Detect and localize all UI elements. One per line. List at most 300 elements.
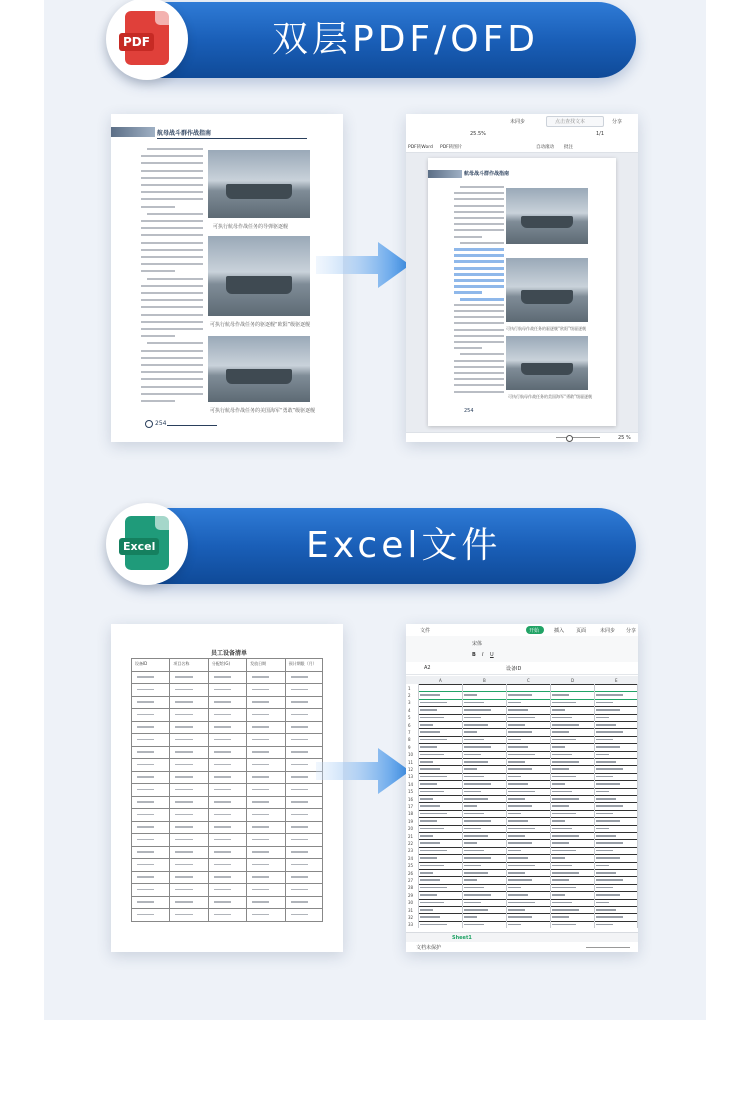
grid-cell-content (464, 717, 481, 719)
table-cell-content (252, 676, 269, 678)
row-number[interactable]: 30 (408, 900, 414, 906)
text-line (454, 378, 504, 380)
grid-cell-content (596, 761, 616, 763)
grid-row-line (418, 795, 638, 796)
table-cell-content (291, 814, 308, 816)
grid-cell-content (508, 924, 521, 926)
sheet-tab-sheet1[interactable]: Sheet1 (452, 935, 472, 941)
text-line (454, 205, 504, 207)
viewer-header-strip (428, 170, 462, 178)
grid-row-line (418, 810, 638, 811)
excel-file-label: Excel (119, 538, 159, 555)
grid-row-line (418, 825, 638, 826)
grid-cell-content (596, 813, 613, 815)
text-line (454, 260, 504, 263)
grid-cell-content (508, 865, 535, 867)
table-cell-content (291, 714, 308, 716)
table-col-line (208, 658, 209, 921)
grid-cell-content (420, 857, 437, 859)
grid-cell-content (508, 805, 532, 807)
grid-cell-content (552, 724, 579, 726)
table-cell-content (291, 826, 308, 828)
ship-photo-3 (208, 336, 310, 402)
grid-cell-content (464, 850, 484, 852)
table-cell-content (252, 826, 269, 828)
arrow-right-icon (316, 240, 412, 290)
table-cell-content (252, 801, 269, 803)
table-cell-content (252, 739, 269, 741)
grid-cell-content (596, 798, 616, 800)
table-cell-content (214, 889, 231, 891)
row-number[interactable]: 19 (408, 818, 414, 824)
sync-status[interactable]: 未同步 (510, 119, 526, 125)
grid-cell-content (464, 902, 481, 904)
grid-cell-content (508, 887, 521, 889)
row-number[interactable]: 9 (408, 744, 411, 750)
viewer-caption-3: 可执行航母作战任务的美国海军“勇敢”级驱逐舰 (508, 394, 593, 399)
grid-cell-content (596, 702, 613, 704)
row-number[interactable]: 33 (408, 922, 414, 928)
viewer-menu-bar (406, 114, 638, 129)
table-cell-content (252, 701, 269, 703)
text-line (454, 254, 504, 257)
text-line (454, 285, 504, 288)
grid-cell-content (464, 865, 481, 867)
table-cell-content (252, 789, 269, 791)
row-number[interactable]: 11 (408, 759, 414, 765)
pdf-to-word-button[interactable]: PDF转Word (408, 145, 433, 150)
zoom-slider[interactable] (556, 437, 600, 438)
row-number[interactable]: 2 (408, 692, 411, 698)
row-number[interactable]: 23 (408, 848, 414, 854)
table-cell-content (291, 764, 308, 766)
excel-file-icon (125, 516, 169, 570)
row-number[interactable]: 25 (408, 863, 414, 869)
grid-cell-content (552, 702, 576, 704)
grid-row-line (418, 869, 638, 870)
grid-cell-content (508, 776, 521, 778)
spreadsheet-window (406, 624, 638, 952)
table-cell-content (291, 876, 308, 878)
table-cell-content (291, 889, 308, 891)
grid-cell-content (464, 724, 488, 726)
row-number[interactable]: 3 (408, 700, 411, 706)
text-line (454, 291, 482, 294)
row-number[interactable]: 17 (408, 803, 414, 809)
spreadsheet-ribbon (406, 636, 638, 663)
menu-file[interactable]: 文件 (420, 628, 431, 634)
table-cell-content (252, 876, 269, 878)
grid-cell-content (464, 835, 488, 837)
row-number[interactable]: 6 (408, 722, 411, 728)
table-row-line (131, 808, 323, 809)
text-line (141, 357, 203, 359)
grid-cell-content (420, 739, 447, 741)
body-text-column (141, 148, 203, 408)
column-header[interactable]: E (615, 678, 618, 683)
grid-cell-content (420, 709, 437, 711)
table-cell-content (291, 689, 308, 691)
text-line (454, 366, 504, 368)
grid-cell-content (508, 717, 535, 719)
table-cell-content (137, 889, 154, 891)
row-number[interactable]: 32 (408, 914, 414, 920)
zoom-slider[interactable] (586, 947, 630, 948)
grid-cell-content (596, 828, 609, 830)
share-button[interactable]: 分享 (612, 119, 623, 125)
grid-cell-content (420, 805, 440, 807)
table-cell-content (291, 726, 308, 728)
table-cell-content (137, 726, 154, 728)
table-cell-content (214, 851, 231, 853)
share-button[interactable]: 分享 (626, 628, 637, 634)
italic-button[interactable]: I (482, 652, 484, 658)
text-line (454, 217, 504, 219)
grid-cell-content (464, 702, 484, 704)
grid-col-line (462, 684, 463, 928)
row-number[interactable]: 12 (408, 766, 414, 772)
text-line (141, 328, 203, 330)
grid-cell-content (420, 761, 433, 763)
employee-equipment-table (131, 658, 323, 932)
grid-cell-content (508, 709, 528, 711)
grid-cell-content (596, 694, 623, 696)
table-cell-content (291, 901, 308, 903)
menu-page[interactable]: 页面 (576, 628, 587, 634)
grid-cell-content (464, 761, 488, 763)
grid-row-line (418, 913, 638, 914)
column-header[interactable]: D (571, 678, 575, 683)
table-cell-content (137, 801, 154, 803)
table-cell-content (137, 914, 154, 916)
table-cell-content (252, 851, 269, 853)
grid-cell-content (552, 820, 565, 822)
column-header[interactable]: A (439, 678, 442, 683)
table-cell-content (137, 701, 154, 703)
table-cell-content (291, 701, 308, 703)
cell-reference[interactable]: A2 (424, 665, 431, 671)
grid-row-line (418, 721, 638, 722)
grid-cell-content (552, 894, 565, 896)
text-line (141, 386, 203, 388)
formula-bar (406, 662, 638, 675)
grid-cell-content (596, 894, 620, 896)
viewer-toolbar (406, 128, 638, 153)
row-number[interactable]: 7 (408, 729, 411, 735)
grid-cell-content (596, 879, 623, 881)
table-cell-content (252, 776, 269, 778)
table-cell-content (214, 839, 231, 841)
grid-cell-content (420, 776, 447, 778)
text-line (454, 267, 504, 270)
row-number[interactable]: 28 (408, 885, 414, 891)
menu-insert[interactable]: 插入 (554, 628, 565, 634)
grid-row-line (418, 832, 638, 833)
viewer-status-bar (406, 432, 638, 442)
viewer-caption-2: 可执行航母作战任务的驱逐舰“欧阳”级驱逐舰 (506, 326, 587, 331)
row-number[interactable]: 1 (408, 685, 411, 691)
grid-cell-content (420, 872, 433, 874)
table-col-line (131, 658, 132, 921)
grid-cell-content (552, 768, 569, 770)
grid-cell-content (508, 702, 521, 704)
table-row-line (131, 721, 323, 722)
grid-cell-content (420, 798, 433, 800)
pdf-to-image-button[interactable]: PDF转图片 (440, 145, 463, 150)
table-cell-content (214, 876, 231, 878)
text-line (454, 211, 504, 213)
row-number[interactable]: 21 (408, 833, 414, 839)
text-line (141, 191, 203, 193)
text-line (454, 347, 482, 349)
grid-cell-content (420, 717, 444, 719)
text-line (460, 353, 504, 355)
menu-home[interactable]: 开始 (529, 628, 540, 634)
table-cell-content (175, 701, 192, 703)
grid-row-line (418, 743, 638, 744)
grid-cell-content (464, 791, 481, 793)
grid-cell-content (464, 828, 481, 830)
page-number-rule (167, 425, 217, 426)
row-number[interactable]: 22 (408, 840, 414, 846)
table-cell-content (214, 676, 231, 678)
grid-row-line (418, 714, 638, 715)
page-header-strip (111, 127, 155, 137)
text-line (460, 186, 504, 188)
grid-row-line (418, 699, 638, 700)
table-cell-content (291, 676, 308, 678)
grid-cell-content (464, 746, 491, 748)
table-row-line (131, 658, 323, 659)
zoom-level[interactable]: 25.5% (470, 131, 486, 137)
grid-cell-content (420, 835, 433, 837)
grid-cell-content (552, 842, 569, 844)
text-line (141, 155, 203, 157)
excel-section-title: Excel文件 (306, 525, 502, 566)
table-header-cell: 预计期限（月） (288, 661, 317, 666)
grid-cell-content (552, 761, 579, 763)
text-line (141, 263, 203, 265)
column-header[interactable]: B (483, 678, 486, 683)
table-cell-content (291, 739, 308, 741)
grid-cell-content (596, 739, 613, 741)
table-cell-content (252, 839, 269, 841)
grid-cell-content (552, 887, 576, 889)
viewer-page-number: 254 (464, 408, 474, 414)
table-cell-content (214, 714, 231, 716)
table-cell-content (137, 839, 154, 841)
grid-cell-content (464, 731, 477, 733)
grid-row-line (418, 884, 638, 885)
row-number[interactable]: 27 (408, 877, 414, 883)
grid-cell-content (596, 857, 620, 859)
table-cell-content (214, 801, 231, 803)
table-row-line (131, 746, 323, 747)
grid-cell-content (596, 865, 609, 867)
grid-cell-content (508, 746, 528, 748)
table-header-cell: 项目名称 (173, 661, 190, 666)
grid-cell-content (596, 916, 623, 918)
table-cell-content (175, 889, 192, 891)
grid-row-line (418, 862, 638, 863)
row-number[interactable]: 16 (408, 796, 414, 802)
photo-caption-1: 可执行航母作战任务的导弹驱逐舰 (213, 224, 289, 230)
viewer-ship-photo-3 (506, 336, 588, 390)
table-cell-content (137, 764, 154, 766)
table-col-line (246, 658, 247, 921)
grid-cell-content (508, 731, 532, 733)
row-number[interactable]: 5 (408, 715, 411, 721)
grid-cell-content (552, 828, 572, 830)
row-number[interactable]: 26 (408, 870, 414, 876)
annotate-button[interactable]: 批注 (564, 145, 573, 150)
row-number[interactable]: 24 (408, 855, 414, 861)
table-cell-content (137, 851, 154, 853)
grid-row-line (418, 899, 638, 900)
grid-row-line (418, 876, 638, 877)
text-line (147, 213, 203, 215)
font-selector[interactable]: 宋体 (472, 641, 483, 647)
table-col-line (169, 658, 170, 921)
grid-row-line (418, 921, 638, 922)
grid-row-line (418, 706, 638, 707)
table-cell-content (175, 876, 192, 878)
text-line (141, 270, 175, 272)
pdf-document-page (111, 114, 343, 442)
grid-cell-content (508, 791, 535, 793)
text-line (460, 242, 504, 244)
sync-status[interactable]: 未同步 (600, 628, 616, 634)
grid-row-line (418, 847, 638, 848)
table-row-line (131, 783, 323, 784)
grid-col-line (550, 684, 551, 928)
table-row-line (131, 683, 323, 684)
underline-button[interactable]: U (490, 652, 494, 658)
table-cell-content (214, 726, 231, 728)
grid-cell-content (552, 731, 569, 733)
grid-row-line (418, 891, 638, 892)
viewer-ship-photo-1 (506, 188, 588, 244)
text-line (141, 242, 203, 244)
text-line (454, 192, 504, 194)
spreadsheet-grid[interactable] (406, 676, 638, 932)
grid-cell-content (420, 909, 433, 911)
grid-row-line (418, 906, 638, 907)
text-line (141, 170, 203, 172)
grid-cell-content (552, 754, 572, 756)
grid-cell-content (552, 865, 572, 867)
excel-document-page (111, 624, 343, 952)
sheet-title: 员工设备清单 (211, 650, 248, 657)
row-number[interactable]: 20 (408, 826, 414, 832)
grid-cell-content (420, 828, 444, 830)
grid-cell-content (508, 902, 535, 904)
row-number[interactable]: 14 (408, 781, 414, 787)
text-line (141, 285, 203, 287)
grid-cell-content (508, 768, 532, 770)
row-number[interactable]: 4 (408, 707, 411, 713)
table-cell-content (252, 764, 269, 766)
grid-cell-content (464, 916, 477, 918)
row-number[interactable]: 18 (408, 811, 414, 817)
text-line (141, 184, 203, 186)
grid-cell-content (420, 702, 447, 704)
grid-cell-content (464, 820, 491, 822)
text-line (454, 341, 504, 343)
table-cell-content (175, 739, 192, 741)
grid-cell-content (552, 798, 579, 800)
grid-cell-content (552, 791, 572, 793)
row-number[interactable]: 8 (408, 737, 411, 743)
table-cell-content (175, 764, 192, 766)
text-line (454, 316, 504, 318)
text-line (141, 350, 203, 352)
table-cell-content (175, 801, 192, 803)
grid-cell-content (464, 776, 484, 778)
text-line (141, 306, 203, 308)
grid-cell-content (552, 783, 565, 785)
grid-cell-content (420, 916, 440, 918)
bold-button[interactable]: B (472, 652, 476, 658)
grid-cell-content (508, 879, 532, 881)
auto-scroll-button[interactable]: 自动滚动 (536, 145, 554, 150)
grid-cell-content (596, 731, 623, 733)
viewer-ship-photo-2 (506, 258, 588, 322)
table-row-line (131, 696, 323, 697)
row-number[interactable]: 15 (408, 789, 414, 795)
grid-cell-content (552, 813, 576, 815)
page-indicator[interactable]: 1/1 (596, 131, 605, 137)
text-line (141, 220, 203, 222)
row-number[interactable]: 31 (408, 907, 414, 913)
table-cell-content (291, 801, 308, 803)
grid-cell-content (508, 724, 525, 726)
zoom-slider-handle[interactable] (566, 435, 573, 442)
grid-cell-content (552, 835, 579, 837)
table-cell-content (137, 739, 154, 741)
search-box[interactable] (546, 116, 604, 127)
text-line (141, 299, 203, 301)
text-line (454, 229, 504, 231)
table-cell-content (291, 776, 308, 778)
table-col-line (285, 658, 286, 921)
viewer-page (428, 158, 616, 426)
excel-badge (106, 503, 188, 585)
grid-cell-content (596, 754, 609, 756)
formula-input[interactable]: 设备ID (506, 666, 522, 672)
table-cell-content (291, 914, 308, 916)
row-number[interactable]: 29 (408, 892, 414, 898)
grid-col-line (506, 684, 507, 928)
table-cell-content (175, 901, 192, 903)
grid-cell-content (596, 850, 613, 852)
row-number[interactable]: 10 (408, 752, 414, 758)
row-number[interactable]: 13 (408, 774, 414, 780)
table-cell-content (137, 876, 154, 878)
grid-cell-content (464, 768, 477, 770)
pdf-file-icon (125, 11, 169, 65)
grid-cell-content (508, 761, 525, 763)
table-cell-content (137, 826, 154, 828)
grid-cell-content (508, 835, 525, 837)
grid-row-line (418, 691, 638, 692)
table-row-line (131, 833, 323, 834)
column-header[interactable]: C (527, 678, 530, 683)
grid-cell-content (464, 694, 477, 696)
text-line (141, 314, 203, 316)
grid-cell-content (508, 813, 521, 815)
text-line (454, 279, 504, 282)
